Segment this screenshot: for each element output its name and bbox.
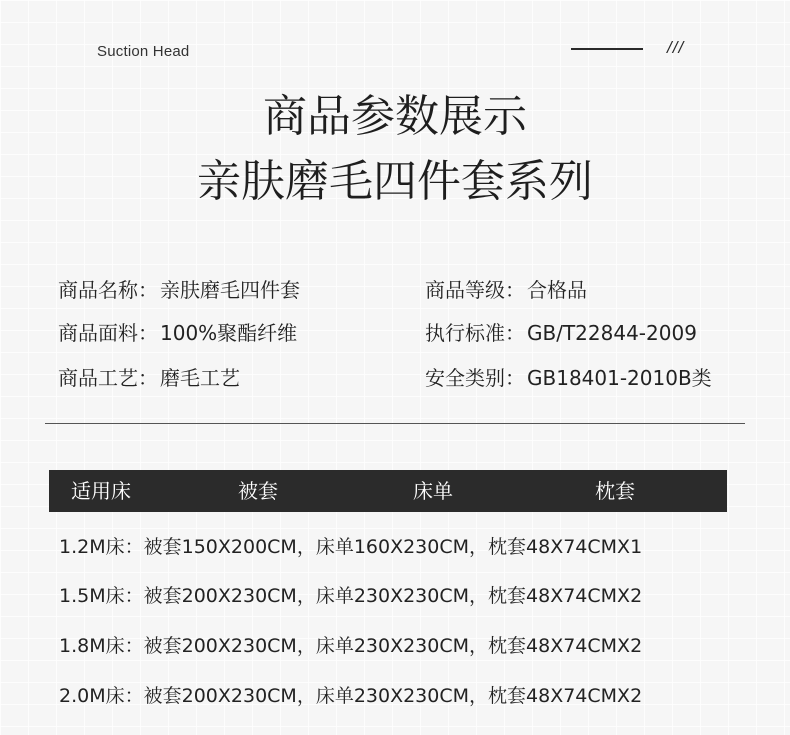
decorative-line <box>571 48 643 50</box>
decorative-slashes: /// <box>667 38 685 57</box>
spec-label: 商品等级： <box>425 278 525 302</box>
spec-label: 商品面料： <box>58 321 158 345</box>
table-header-bed-sheet: 床单 <box>413 479 453 503</box>
page-title: 商品参数展示 <box>263 91 527 142</box>
spec-standard <box>425 323 697 343</box>
spec-value: GB/T22844-2009 <box>527 321 697 345</box>
table-row: 1.5M床：被套200X230CM，床单230X230CM，枕套48X74CMX2 <box>59 585 643 607</box>
table-header <box>49 470 727 512</box>
spec-label: 商品工艺： <box>58 366 158 390</box>
spec-process <box>58 368 240 388</box>
spec-fabric <box>58 323 297 343</box>
spec-label: 商品名称： <box>58 278 158 302</box>
spec-value: 磨毛工艺 <box>160 366 240 390</box>
spec-value: 亲肤磨毛四件套 <box>160 278 300 302</box>
page-subtitle: 亲肤磨毛四件套系列 <box>197 156 593 207</box>
table-header-pillowcase: 枕套 <box>595 479 635 503</box>
table-row: 2.0M床：被套200X230CM，床单230X230CM，枕套48X74CMX2 <box>59 685 643 707</box>
spec-product-name <box>58 280 300 300</box>
spec-label: 安全类别： <box>425 366 525 390</box>
spec-value: 合格品 <box>527 278 587 302</box>
spec-product-grade <box>425 280 587 300</box>
table-row: 1.8M床：被套200X230CM，床单230X230CM，枕套48X74CMX2 <box>59 635 643 657</box>
table-header-duvet-cover: 被套 <box>238 479 278 503</box>
spec-value: GB18401-2010B类 <box>527 366 712 390</box>
brand-name: Suction Head <box>97 43 190 60</box>
table-row: 1.2M床：被套150X200CM，床单160X230CM，枕套48X74CMX1 <box>59 536 643 558</box>
section-divider <box>45 423 745 424</box>
spec-label: 执行标准： <box>425 321 525 345</box>
spec-value: 100%聚酯纤维 <box>160 321 298 345</box>
table-header-bed-size: 适用床 <box>71 479 131 503</box>
spec-safety-category <box>425 368 712 388</box>
